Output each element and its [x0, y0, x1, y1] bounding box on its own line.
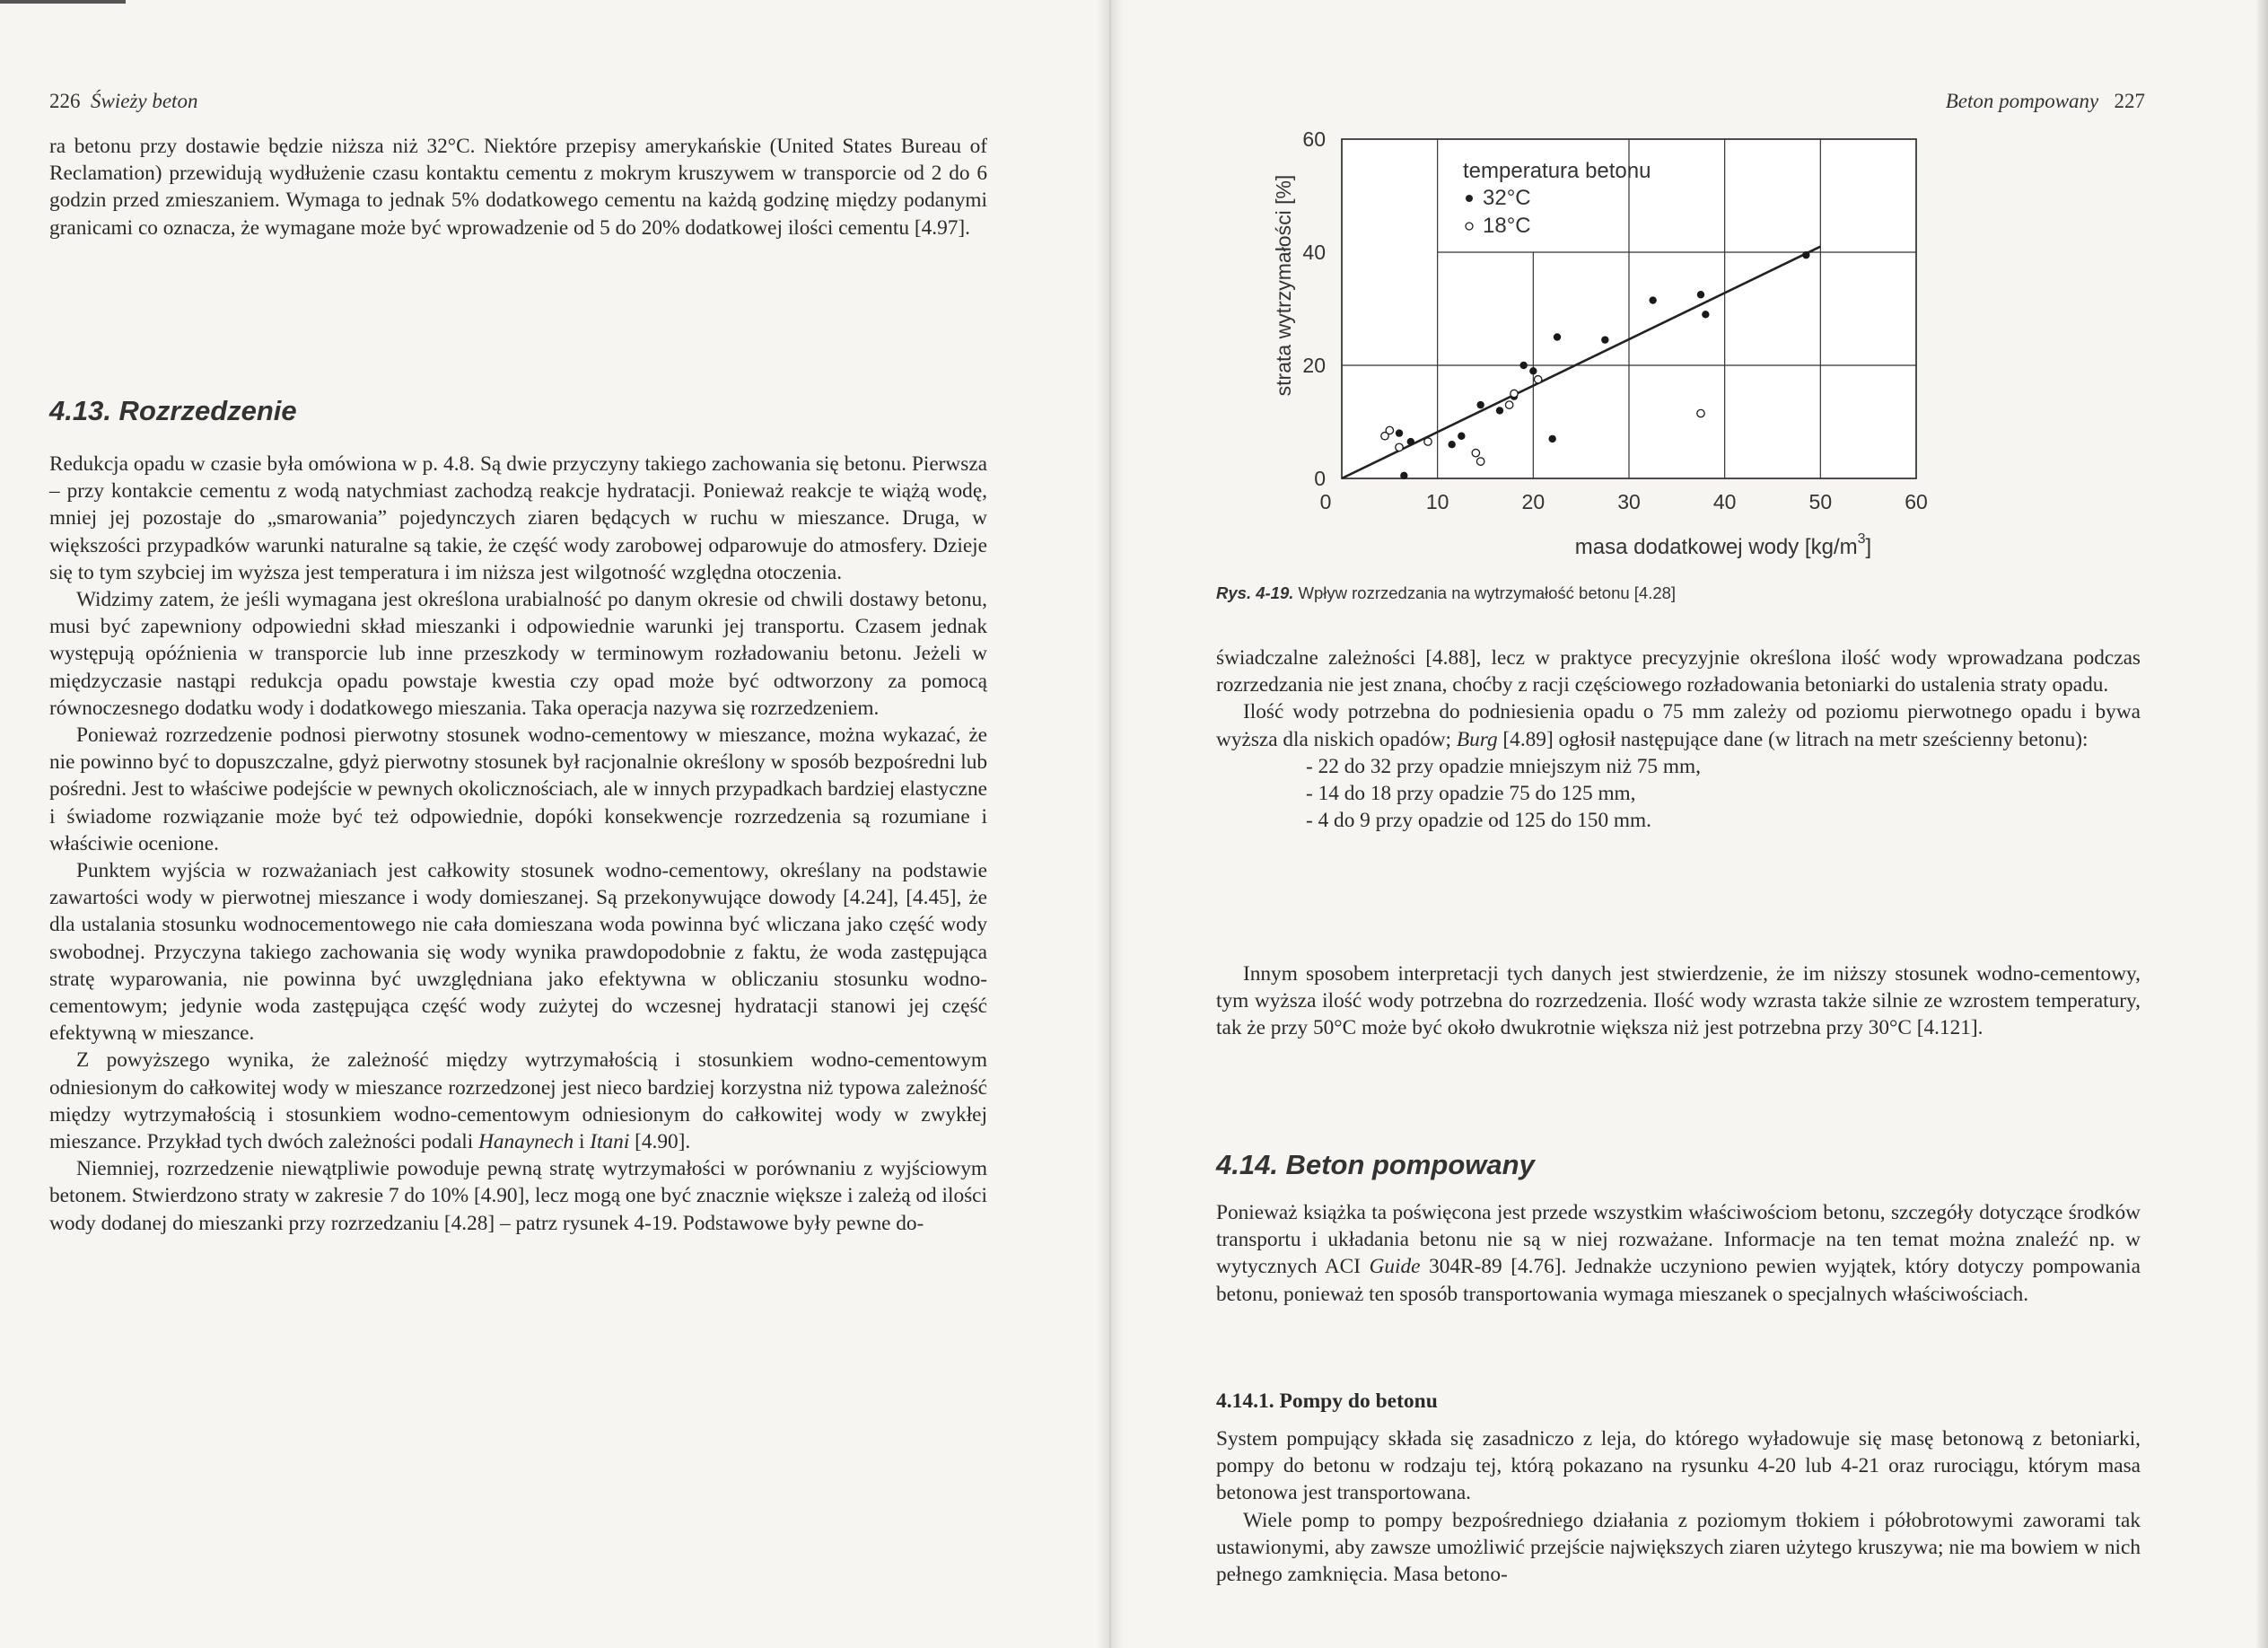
data-list: [1216, 753, 2141, 835]
paragraph: Redukcja opadu w czasie była omówiona w p. 4.8. Są dwie przyczyny takiego zachowania się betonu. Pierwsza – przy kontakcie cementu z wodą natychmiast zachodzą reakcje hydratacji. Ponieważ reakcje te wiążą wodę, mniej jej pozostaje do „smarowania” pojedynczych ziaren będących w ruchu w mieszance. Druga, w większości przypadków warunki naturalne są takie, że część wody zarobowej odparowuje do atmosfery. Dzieje się to tym szybciej im wyższa jest temperatura i im niższa jest wilgotność względna otoczenia.: [49, 452, 987, 584]
section-title-4-14: 4.14. Beton pompowany: [1216, 1149, 1535, 1180]
paragraph: Innym sposobem interpretacji tych danych jest stwierdzenie, że im niższy stosunek wodno-cementowy, tym wyższa ilość wody potrzebna do rozrzedzenia. Ilość wody wzrasta także silnie ze wzrostem temperatury, tak że przy 50°C może być około dwukrotnie większa niż jest potrzebna przy 30°C [4.121].: [1216, 962, 2141, 1040]
data-point-32c: [1519, 362, 1527, 369]
data-point-32c: [1601, 336, 1608, 343]
list-item: - 4 do 9 przy opadzie od 125 do 150 mm.: [1306, 809, 1651, 833]
data-point-32c: [1802, 251, 1809, 259]
figure-caption-label: Rys. 4-19.: [1216, 583, 1294, 602]
x-tick-label: 50: [1808, 490, 1833, 513]
y-tick-label: 20: [1302, 354, 1326, 377]
right-running-title: Beton pompowany: [1945, 90, 2099, 112]
paragraph: [49, 1047, 987, 1155]
data-point-32c: [1697, 291, 1704, 298]
paragraph: System pompujący składa się zasadniczo z leja, do którego wyładowuje się masę betonową z betoniarki, pompy do betonu w rodzaju tej, którą pokazano na rysunku 4-20 lub 4-21 oraz rurociągu, którym masa betonowa jest transportowana.: [1216, 1427, 2141, 1505]
author-name: Itani: [590, 1130, 630, 1154]
paragraph-text: Z powyższego wynika, że zależność między wytrzymałością i stosunkiem wodno-cementowym odniesionym do całkowitej wody w mieszance rozrzedzonej jest nieco bardziej korzystna niż typowa zależność między wytrzymałością i stosunkiem wodno-cementowym odniesionym do całkowitej wody w zwykłej mieszance. Przykład tych dwóch zależności podali: [49, 1048, 987, 1154]
right-running-head: [1946, 90, 2145, 113]
x-tick-label: 30: [1617, 490, 1641, 513]
x-tick-label: 0: [1319, 490, 1332, 513]
y-tick-label: 40: [1302, 241, 1326, 264]
legend-title: temperatura betonu: [1463, 159, 1651, 183]
right-page: [1216, 0, 2145, 1648]
data-point-18c: [1505, 401, 1512, 408]
x-tick-label: 60: [1905, 490, 1928, 513]
conjunction: i: [578, 1130, 585, 1154]
data-point-32c: [1407, 438, 1414, 445]
data-point-32c: [1448, 441, 1455, 448]
section-title-4-13: 4.13. Rozrzedzenie: [49, 395, 297, 426]
data-point-32c: [1649, 296, 1656, 303]
data-point-18c: [1396, 443, 1403, 451]
left-block-2: [49, 451, 987, 1237]
right-block-4: [1216, 1425, 2141, 1588]
x-tick-label: 40: [1712, 490, 1737, 513]
right-block-3: [1216, 1199, 2141, 1308]
data-point-32c: [1548, 435, 1555, 443]
legend-label: 18°C: [1483, 214, 1531, 238]
paragraph: [1216, 698, 2141, 752]
left-running-title: Świeży beton: [91, 90, 198, 112]
reference: [4.90].: [635, 1130, 691, 1154]
list-item: - 22 do 32 przy opadzie mniejszym niż 75 mm,: [1306, 754, 1701, 778]
author-name: Hanaynech: [478, 1130, 574, 1154]
chart-grid: [1342, 139, 1916, 478]
book-gutter: [1097, 0, 1124, 1648]
x-axis-label: masa dodatkowej wody $[kg/m^3]$: [1574, 531, 1872, 559]
left-block-1: [49, 133, 987, 241]
page-edge: [2255, 0, 2268, 1648]
legend-marker-filled: [1466, 195, 1473, 202]
paragraph: ra betonu przy dostawie będzie niższa niż 32°C. Niektóre przepisy amerykańskie (United States Bureau of Reclamation) przewidują wydłużenie czasu kontaktu cementu z mokrym kruszywem w transporcie od 2 do 6 godzin przed zmieszaniem. Wymaga to jednak 5% dodatkowego cementu na każdą godzinę między podanymi granicami co oznacza, że wymagane może być wprowadzenie od 5 do 20% dodatkowej ilości cementu [4.97].: [49, 135, 987, 240]
right-page-number: 227: [2114, 90, 2145, 112]
data-point-18c: [1386, 426, 1393, 434]
left-page: [49, 0, 987, 1648]
data-point-32c: [1496, 407, 1503, 414]
data-point-18c: [1424, 438, 1432, 445]
paragraph: Ponieważ rozrzedzenie podnosi pierwotny stosunek wodno-cementowy w mieszance, można wykazać, że nie powinno być to dopuszczalne, gdyż pierwotny stosunek był racjonalnie określony w sposób bezpośredni lub pośredni. Jest to właściwe podejście w pewnych okolicznościach, ale w innych przypadkach bardziej elastyczne i świadome rozwiązanie może być też odpowiednie, dopóki konsekwencje rozrzedzenia są rozumiane i właściwie ocenione.: [49, 723, 987, 855]
paragraph-text: Ponieważ książka ta poświęcona jest przede wszystkim właściwościom betonu, szczegóły dotyczące środków transportu i układania betonu nie są w niej rozważane. Informacje na ten temat można znaleźć np. w wytycznych ACI: [1216, 1201, 2141, 1279]
paragraph: Niemniej, rozrzedzenie niewątpliwie powoduje pewną stratę wytrzymałości w porównaniu z wyjściowym betonem. Stwierdzono straty w zakresie 7 do 10% [4.90], lecz mogą one być znacznie większe i zależą od ilości wody dodanej do mieszanki przy rozrzedzaniu [4.28] – patrz rysunek 4-19. Podstawowe były pewne do-: [49, 1157, 987, 1235]
y-axis-label: strata wytrzymałości [%]: [1272, 174, 1295, 397]
data-point-32c: [1702, 311, 1709, 318]
x-tick-label: 10: [1425, 490, 1449, 513]
data-point-32c: [1400, 472, 1407, 479]
right-block-1: [1216, 644, 2141, 834]
paragraph-text: [4.89] ogłosił następujące dane (w litrach na metr sześcienny betonu):: [1502, 727, 2088, 751]
paragraph: Punktem wyjścia w rozważaniach jest całkowity stosunek wodno-cementowy, określany na podstawie zawartości wody w pierwotnej mieszance i wody domieszanej. Są przekonywujące dowody [4.24], [4.45], że dla ustalania stosunku wodnocementowego nie cała domieszana woda powinna być wliczana jako część wody swobodnej. Przyczyna takiego zachowania się wody wynika prawdopodobnie z faktu, że woda zastępująca stratę wyparowania, nie powinna być uwzględniana jako efektywna w obliczaniu stosunku wodno-cementowym; jedynie woda zastępująca część wody zużytej do wczesnej hydratacji stanowi jej część efektywną w mieszance.: [49, 859, 987, 1046]
data-point-32c: [1529, 367, 1537, 374]
right-block-2: [1216, 960, 2141, 1042]
data-point-18c: [1697, 409, 1704, 416]
x-tick-label: 20: [1521, 490, 1546, 513]
y-tick-label: 60: [1302, 127, 1326, 151]
data-point-32c: [1554, 333, 1561, 340]
data-point-18c: [1472, 449, 1479, 456]
data-point-32c: [1396, 429, 1403, 436]
paragraph-text: 304R-89 [4.76]. Jednakże uczyniono pewien wyjątek, który dotyczy pompowania betonu, ponieważ ten sposób transportowania wymaga mieszanek o specjalnych właściwościach.: [1216, 1255, 2141, 1306]
paragraph-text: Ilość wody potrzebna do podniesienia opadu o 75 mm zależy od poziomu pierwotnego opadu i bywa wyższa dla niskich opadów;: [1216, 700, 2141, 751]
legend-label: 32°C: [1483, 186, 1531, 210]
paragraph: świadczalne zależności [4.88], lecz w praktyce precyzyjnie określona ilość wody wprowadzana podczas rozrzedzania nie jest znana, choćby z racji częściowego rozładowania betoniarki do ustalenia straty opadu.: [1216, 646, 2141, 697]
list-item: - 14 do 18 przy opadzie 75 do 125 mm,: [1306, 782, 1636, 806]
data-point-18c: [1534, 376, 1541, 383]
y-tick-label: 0: [1314, 467, 1326, 490]
left-page-number: 226: [49, 90, 81, 112]
paragraph: Wiele pomp to pompy bezpośredniego działania z poziomym tłokiem i półobrotowymi zaworami tak ustawionymi, aby zawsze umożliwić przejście największych ziaren użytego kruszywa; nie ma bowiem w nich pełnego zamknięcia. Masa betono-: [1216, 1508, 2141, 1587]
data-point-18c: [1511, 390, 1518, 397]
data-point-18c: [1476, 458, 1484, 465]
author-name: Burg: [1456, 727, 1498, 751]
figure-4-19-chart: [1257, 121, 2064, 570]
paragraph: [1216, 1199, 2141, 1308]
paragraph: Widzimy zatem, że jeśli wymagana jest określona urabialność po danym okresie od chwili dostawy betonu, musi być zapewniony odpowiedni skład mieszanki i odpowiednie warunki jej transportu. Czasem jednak występują opóźnienia w transporcie lub inne przeszkody w terminowym rozładowaniu betonu. Jeżeli w międzyczasie nastąpi redukcja opadu powstaje kwestia czy opad może być odtworzony za pomocą równoczesnego dodatku wody i dodatkowego mieszania. Taka operacja nazywa się rozrzedzeniem.: [49, 588, 987, 720]
data-point-32c: [1458, 433, 1465, 440]
guide-title: Guide: [1369, 1255, 1421, 1279]
subsection-title-4-14-1: 4.14.1. Pompy do betonu: [1216, 1389, 1438, 1413]
figure-caption: [1216, 583, 1676, 603]
figure-caption-text: Wpływ rozrzedzania na wytrzymałość betonu [4.28]: [1298, 583, 1677, 602]
left-running-head: [49, 90, 197, 113]
data-point-32c: [1476, 401, 1484, 408]
